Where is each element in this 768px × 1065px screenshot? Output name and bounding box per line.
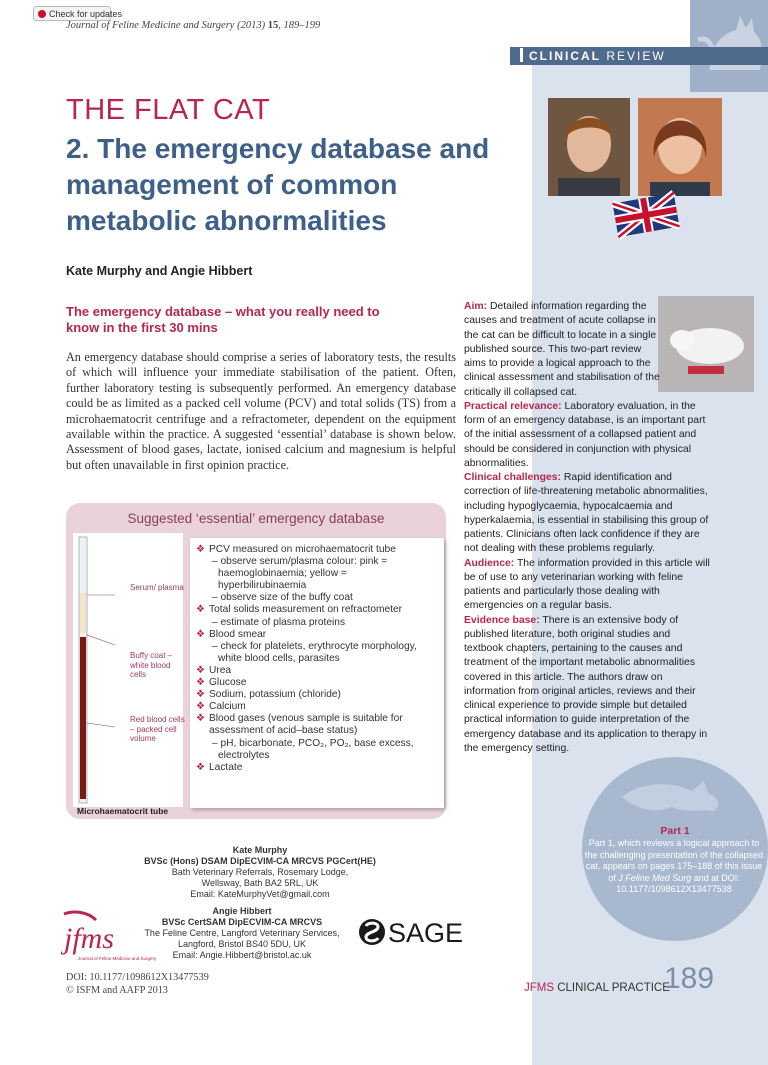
updates-icon bbox=[38, 10, 46, 18]
database-item: ❖ Lactate bbox=[196, 762, 436, 774]
section-label-light: REVIEW bbox=[606, 49, 666, 63]
series-title: THE FLAT CAT bbox=[66, 94, 271, 126]
section-label-bold: CLINICAL bbox=[529, 49, 601, 63]
contact-angie-hibbert bbox=[112, 906, 372, 961]
journal-name: Journal of Feline Medicine and Surgery bbox=[66, 20, 235, 31]
database-checklist bbox=[196, 544, 436, 774]
part1-text bbox=[584, 838, 764, 896]
jfms-logo-text: jfms bbox=[64, 922, 115, 955]
journal-volume: 15 bbox=[267, 20, 279, 31]
contact-email[interactable]: Email: Angie.Hibbert@bristol.ac.uk bbox=[172, 949, 312, 960]
aim-label: Aim: bbox=[464, 301, 488, 312]
uk-flag-icon bbox=[611, 190, 681, 240]
database-subitem: – pH, bicarbonate, PCO₂, PO₂, base excess, electrolytes bbox=[212, 737, 414, 761]
sage-logo-text: SAGE bbox=[388, 918, 464, 948]
contact-credentials: BVSc (Hons) DSAM DipECVIM-CA MRCVS PGCert(HE) bbox=[144, 855, 376, 866]
database-item: ❖ Blood smear bbox=[196, 629, 436, 641]
contact-kate-murphy bbox=[130, 845, 390, 900]
database-subitem: – observe size of the buffy coat bbox=[212, 592, 353, 604]
section-label bbox=[510, 47, 768, 65]
database-item: ❖ PCV measured on microhaematocrit tube bbox=[196, 544, 436, 556]
updates-label: Check for updates bbox=[49, 9, 123, 19]
challenges-label: Clinical challenges: bbox=[464, 472, 562, 483]
check-for-updates-badge[interactable] bbox=[33, 6, 123, 21]
tube-caption: Microhaematocrit tube bbox=[77, 806, 169, 816]
sage-logo bbox=[356, 912, 464, 952]
audience-text: The information provided in this article will be of use to any veterinarian working with feline patients and particularly those dealing with emergencies on a regular basis. bbox=[464, 557, 710, 612]
part1-title: Part 1 bbox=[660, 825, 690, 837]
part1-journal: J Feline Med Surg bbox=[618, 872, 692, 883]
author-photo-angie bbox=[638, 98, 722, 196]
jfms-logo bbox=[60, 908, 157, 968]
database-subitem: – observe serum/plasma colour: pink = haemoglobinaemia; yellow = hyperbilirubinaemia bbox=[212, 556, 388, 592]
database-subitem: – check for platelets, erythrocyte morphology, white blood cells, parasites bbox=[212, 640, 417, 664]
journal-citation bbox=[66, 20, 320, 31]
contact-email[interactable]: Email: KateMurphyVet@gmail.com bbox=[190, 888, 330, 899]
tube-label-serum: Serum/ plasma bbox=[130, 583, 184, 592]
contact-credentials: BVSc CertSAM DipECVIM-CA MRCVS bbox=[161, 916, 323, 927]
contact-address-1: Bath Veterinary Referrals, Rosemary Lodge, bbox=[171, 866, 349, 877]
footer-clinical-practice: CLINICAL PRACTICE bbox=[554, 982, 670, 994]
challenges-text: Rapid identification and correction of life-threatening metabolic abnormalities, including hypoglycaemia, hypocalcaemia and hyperkalaemia, is essential in stabilising this group of patients. Clinicians often lack confidence if they are not dealing with these problems regularly. bbox=[464, 472, 709, 555]
intro-paragraph: An emergency database should comprise a series of laboratory tests, the results of which will influence your immediate stabilisation of the patient. Often, further laboratory testing is subsequently performed. An emergency database could be as limited as a packed cell volume (PCV) and total solids (TS) from a microhaematocrit centrifuge and a refractometer, dependent on the equipment available within the practice. A suggested ‘essential’ database is shown below. Assessment of blood gases, lactate, ionised calcium and magnesium is helpful but often unavailable in first opinion practice. bbox=[66, 350, 456, 472]
evidence-text: There is an extensive body of published literature, both original studies and textbook chapters, pertaining to the causes and treatment of the important metabolic abnormalities covered in this article. The authors draw on information from original articles, reviews and their clinical experience to provide simple but detailed practical information to guide interpretation of the emergency database and its application to therapy in the emergency setting. bbox=[464, 614, 708, 754]
footer-label bbox=[524, 982, 670, 994]
aim-block bbox=[464, 300, 660, 400]
database-item: ❖ Total solids measurement on refractometer bbox=[196, 604, 436, 616]
contact-name: Angie Hibbert bbox=[212, 906, 272, 916]
doi-footer bbox=[66, 972, 209, 997]
evidence-label: Evidence base: bbox=[464, 614, 540, 626]
part1-text-b: and at DOI: 10.1177/1098612X13477538 bbox=[616, 872, 740, 894]
journal-year: (2013) bbox=[237, 20, 266, 31]
article-summary bbox=[464, 300, 712, 756]
author-photo-kate bbox=[548, 98, 630, 196]
part1-text-a: Part 1, which reviews a logical approach to the challenging presentation of the collapsed cat, appears on pages 175–188 of this issue of bbox=[584, 838, 764, 883]
page-number: 189 bbox=[664, 962, 715, 995]
relevance-text: Laboratory evaluation, in the form of an emergency database, is an important part of the initial assessment of a collapsed patient and should be considered in conjunction with physical abnormalities. bbox=[464, 400, 706, 469]
doi[interactable]: DOI: 10.1177/1098612X13477539 bbox=[66, 972, 209, 983]
tube-label-red-cells: Red blood cells – packed cell volume bbox=[130, 715, 185, 744]
contact-address-2: Langford, Bristol BS40 5DU, UK bbox=[177, 938, 307, 949]
article-title: 2. The emergency database and management of common metabolic abnormalities bbox=[66, 133, 490, 236]
journal-pages: , 189–199 bbox=[278, 20, 321, 31]
database-item: ❖ Urea bbox=[196, 665, 436, 677]
section-heading: The emergency database – what you really need to know in the first 30 mins bbox=[66, 304, 380, 335]
contact-address-1: The Feline Centre, Langford Veterinary Services, bbox=[144, 927, 340, 938]
copyright: © ISFM and AAFP 2013 bbox=[66, 984, 168, 996]
cat-silhouette-icon bbox=[690, 0, 768, 92]
label-bar bbox=[520, 48, 523, 62]
contact-address-2: Wellsway, Bath BA2 5RL, UK bbox=[201, 877, 319, 888]
box-title: Suggested ‘essential’ emergency database bbox=[127, 511, 385, 526]
database-item: ❖ Sodium, potassium (chloride) bbox=[196, 689, 436, 701]
footer-jfms: JFMS bbox=[524, 982, 555, 994]
tube-label-buffy: Buffy coat – white blood cells bbox=[130, 651, 173, 680]
relevance-label: Practical relevance: bbox=[464, 400, 562, 412]
database-item: ❖ Blood gases (venous sample is suitable for assessment of acid–base status) bbox=[196, 713, 436, 737]
jfms-logo-subtitle: Journal of Feline Medicine and Surgery bbox=[78, 956, 157, 961]
aim-text: Detailed information regarding the causes and treatment of acute collapse in the cat can be difficult to locate in a single published source. This two-part review aims to provide a logical approach to the clinical assessment and stabilisation of the critically ill collapsed cat. bbox=[464, 301, 660, 398]
database-item: ❖ Calcium bbox=[196, 701, 436, 713]
database-subitem: – estimate of plasma proteins bbox=[212, 616, 346, 628]
contact-name: Kate Murphy bbox=[232, 845, 288, 855]
audience-label: Audience: bbox=[464, 557, 515, 569]
author-line: Kate Murphy and Angie Hibbert bbox=[66, 264, 253, 278]
database-item: ❖ Glucose bbox=[196, 677, 436, 689]
